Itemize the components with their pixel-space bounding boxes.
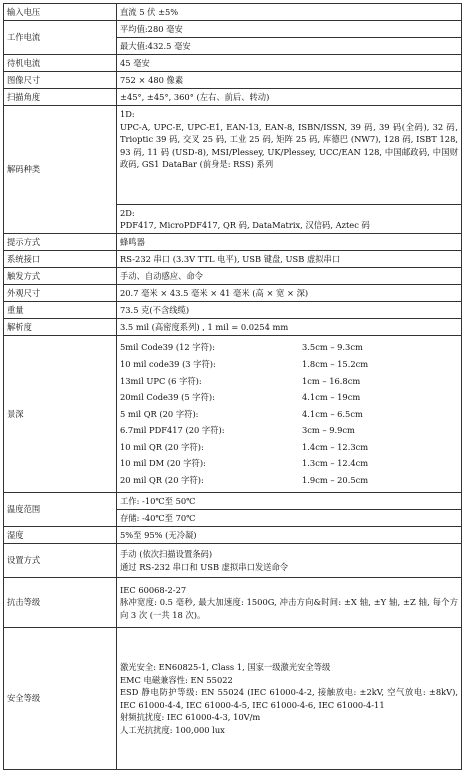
row-input-voltage [4,4,462,21]
label-scan-angle: 扫描角度 [4,89,117,106]
value-setup [117,544,462,578]
row-temperature-work [4,493,462,510]
safety-laser: 激光安全: EN60825-1, Class 1, 国家一级激光安全等级 [120,662,331,672]
row-interface [4,251,462,268]
value-interface: RS-232 串口 (3.3V TTL 电平), USB 键盘, USB 虚拟串口 [117,251,462,268]
value-current-avg: 平均值:280 毫安 [117,21,462,38]
row-decode-1d [4,106,462,205]
label-shock: 抗击等级 [4,578,117,628]
setup-line-1: 手动 (依次扫描设置条码) [120,549,213,559]
depth-item [120,472,458,489]
shock-standard: IEC 60068-2-27 [120,584,187,595]
value-resolution: 3.5 mil (高密度系列) , 1 mil = 0.0254 mm [117,319,462,336]
depth-item [120,373,458,390]
label-depth-of-field: 景深 [4,336,117,493]
label-trigger: 触发方式 [4,268,117,285]
depth-item [120,455,458,472]
row-depth-of-field [4,336,462,493]
label-prompt: 提示方式 [4,234,117,251]
depth-item [120,406,458,423]
depth-item-range: 1.8cm – 15.2cm [302,358,369,369]
value-image-size: 752 × 480 像素 [117,72,462,89]
row-safety [4,628,462,770]
safety-esd: ESD 静电防护等级: EN 55024 (IEC 61000-4-2, 接触放电: ±2kV, 空气放电: ±8kV), IEC 61000-4-4, IEC 61000-4-5, IEC 61000-4-6, IEC 61000-4-11 [120,687,458,710]
value-shock [117,578,462,628]
label-input-voltage: 输入电压 [4,4,117,21]
setup-line-2: 通过 RS-232 串口和 USB 虚拟串口发送命令 [120,561,289,572]
safety-emc: EMC 电磁兼容性: EN 55022 [120,674,233,685]
safety-light: 人工光抗扰度: 100,000 lux [120,724,225,735]
row-working-current-avg [4,21,462,38]
shock-detail: 脉冲宽度: 0.5 毫秒, 最大加速度: 1500G, 冲击方向&时间: ±X 轴, ±Y 轴, ±Z 轴, 每个方向 3 次 (一共 18 次)。 [120,597,458,620]
value-weight: 73.5 克(不含线缆) [117,302,462,319]
value-decode-1d [117,106,462,205]
decode-2d-list: PDF417, MicroPDF417, QR 码, DataMatrix, 汉信码, Aztec 码 [120,220,370,230]
depth-item [120,356,458,373]
depth-item-name: 5mil Code39 (12 字符): [120,342,215,353]
label-temperature: 温度范围 [4,493,117,527]
depth-item-name: 10 mil code39 (3 字符): [120,358,216,369]
decode-1d-list: UPC-A, UPC-E, UPC-E1, EAN-13, EAN-8, ISBN/ISSN, 39 码, 39 码(全码), 32 码, Trioptic 39 码, 交叉 25 码, 工业 25 码, 矩阵 25 码, 库德巴 (NW7), 128 码, ISBT 128, 93 码, 11 码 (USD-8), MSI/Plessey, UK/Plessey, UCC/EAN 128, 中国邮政码, 中国财政码, GS1 DataBar (前身是: RSS) 系列 [120,121,458,169]
depth-item-name: 13mil UPC (6 字符): [120,375,202,386]
depth-item-range: 1.3cm – 12.4cm [302,458,369,469]
depth-item-name: 10 mil DM (20 字符): [120,458,206,469]
value-standby-current: 45 毫安 [117,55,462,72]
depth-item-range: 3cm – 9.9cm [302,425,355,436]
row-scan-angle [4,89,462,106]
depth-item-name: 20 mil QR (20 字符): [120,475,204,486]
depth-item-range: 1.9cm – 20.5cm [302,475,369,486]
depth-item-name: 6.7mil PDF417 (20 字符): [120,425,225,436]
row-shock [4,578,462,628]
value-trigger: 手动、自动感应、命令 [117,268,462,285]
row-resolution [4,319,462,336]
label-humidity: 湿度 [4,527,117,544]
label-working-current: 工作电流 [4,21,117,55]
value-scan-angle: ±45°, ±45°, 360° (左右、前后、转动) [117,89,462,106]
row-image-size [4,72,462,89]
depth-item-range: 4.1cm – 19cm [302,392,361,403]
label-safety: 安全等级 [4,628,117,770]
value-humidity: 5%至 95% (无冷凝) [117,527,462,544]
decode-2d-title: 2D: [120,207,135,218]
value-safety [117,628,462,770]
depth-item [120,389,458,406]
value-temperature-storage: 存储: -40℃至 70℃ [117,510,462,527]
depth-item-range: 1.4cm – 12.3cm [302,441,369,452]
row-prompt [4,234,462,251]
spec-table [3,3,462,770]
value-dimensions: 20.7 毫米 × 43.5 毫米 × 41 毫米 (高 × 宽 × 深) [117,285,462,302]
row-setup [4,544,462,578]
row-humidity [4,527,462,544]
value-prompt: 蜂鸣器 [117,234,462,251]
label-resolution: 解析度 [4,319,117,336]
value-decode-2d [117,205,462,234]
label-decode: 解码种类 [4,106,117,234]
depth-item [120,339,458,356]
depth-item-range: 1cm – 16.8cm [302,375,361,386]
label-image-size: 图像尺寸 [4,72,117,89]
value-depth-of-field [117,336,462,493]
label-interface: 系统接口 [4,251,117,268]
depth-item-name: 20mil Code39 (5 字符): [120,392,215,403]
value-input-voltage: 直流 5 伏 ±5% [117,4,462,21]
decode-1d-title: 1D: [120,109,135,119]
safety-rf: 射频抗扰度: IEC 61000-4-3, 10V/m [120,712,261,722]
value-temperature-work: 工作: -10℃至 50℃ [117,493,462,510]
value-current-max: 最大值:432.5 毫安 [117,38,462,55]
label-dimensions: 外观尺寸 [4,285,117,302]
depth-item-name: 5 mil QR (20 字符): [120,408,199,419]
depth-item-name: 10 mil QR (20 字符): [120,441,204,452]
depth-item-range: 4.1cm – 6.5cm [302,408,363,419]
row-weight [4,302,462,319]
depth-item [120,422,458,439]
label-setup: 设置方式 [4,544,117,578]
depth-item-range: 3.5cm – 9.3cm [302,342,363,353]
row-trigger [4,268,462,285]
label-weight: 重量 [4,302,117,319]
row-standby-current [4,55,462,72]
depth-item [120,439,458,456]
label-standby-current: 待机电流 [4,55,117,72]
row-dimensions [4,285,462,302]
